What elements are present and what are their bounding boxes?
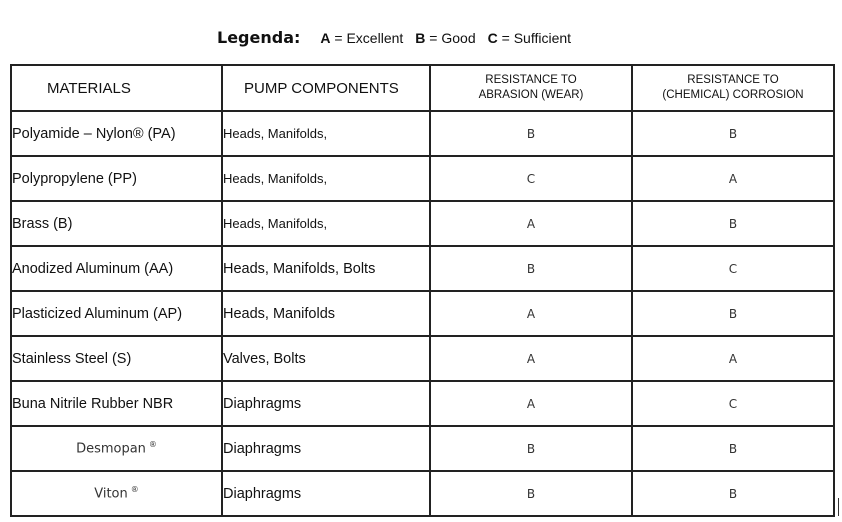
- components-cell: Valves, Bolts: [222, 336, 430, 381]
- header-pump-components: [222, 65, 430, 111]
- header-materials: [11, 65, 222, 111]
- material-cell: [11, 471, 222, 516]
- table-row: [11, 426, 834, 471]
- legend-entry-sufficient: [488, 30, 571, 46]
- abrasion-rating: B: [430, 246, 632, 291]
- legend-text: = Good: [429, 30, 476, 46]
- abrasion-rating: B: [430, 426, 632, 471]
- legend-text: = Excellent: [334, 30, 404, 46]
- components-cell: Heads, Manifolds,: [222, 201, 430, 246]
- corrosion-rating: B: [632, 471, 834, 516]
- header-corrosion-line2: (CHEMICAL) CORROSION: [662, 89, 804, 101]
- material-name: Viton: [94, 486, 128, 502]
- components-cell: Heads, Manifolds,: [222, 111, 430, 156]
- material-cell: Plasticized Aluminum (AP): [11, 291, 222, 336]
- header-abrasion-line2: ABRASION (WEAR): [478, 89, 584, 101]
- abrasion-rating: C: [430, 156, 632, 201]
- header-materials-label: MATERIALS: [47, 79, 131, 97]
- material-cell: Anodized Aluminum (AA): [11, 246, 222, 291]
- components-cell: Heads, Manifolds, Bolts: [222, 246, 430, 291]
- table-row: [11, 246, 834, 291]
- corrosion-rating: B: [632, 111, 834, 156]
- header-pump-components-label: PUMP COMPONENTS: [244, 79, 399, 97]
- legend: [217, 28, 583, 52]
- legend-code: C: [487, 30, 498, 46]
- material-cell: Stainless Steel (S): [11, 336, 222, 381]
- legend-code: A: [320, 30, 331, 46]
- material-cell: [11, 426, 222, 471]
- corrosion-rating: C: [632, 381, 834, 426]
- abrasion-rating: A: [430, 336, 632, 381]
- material-cell: Polyamide – Nylon® (PA): [11, 111, 222, 156]
- abrasion-rating: A: [430, 381, 632, 426]
- header-corrosion-line1: RESISTANCE TO: [687, 74, 779, 86]
- registered-mark: ®: [148, 440, 157, 450]
- header-abrasion-resistance: [430, 65, 632, 111]
- header-row: [11, 65, 834, 111]
- components-cell: Heads, Manifolds: [222, 291, 430, 336]
- components-cell: Diaphragms: [222, 471, 430, 516]
- corrosion-rating: B: [632, 291, 834, 336]
- material-cell: Polypropylene (PP): [11, 156, 222, 201]
- abrasion-rating: B: [430, 111, 632, 156]
- corrosion-rating: B: [632, 201, 834, 246]
- abrasion-rating: B: [430, 471, 632, 516]
- components-cell: Heads, Manifolds,: [222, 156, 430, 201]
- header-abrasion-line1: RESISTANCE TO: [485, 74, 577, 86]
- legend-text: = Sufficient: [501, 30, 572, 46]
- table-row: [11, 336, 834, 381]
- legend-entry-excellent: [320, 30, 403, 46]
- abrasion-rating: A: [430, 201, 632, 246]
- material-name: Desmopan: [76, 441, 146, 457]
- table-row: [11, 471, 834, 516]
- material-cell: Buna Nitrile Rubber NBR: [11, 381, 222, 426]
- table-row: [11, 291, 834, 336]
- table-row: [11, 381, 834, 426]
- materials-table: [10, 64, 835, 517]
- legend-title: Legenda:: [217, 28, 301, 47]
- material-cell: Brass (B): [11, 201, 222, 246]
- table-row: [11, 201, 834, 246]
- table-row: [11, 156, 834, 201]
- abrasion-rating: A: [430, 291, 632, 336]
- components-cell: Diaphragms: [222, 426, 430, 471]
- legend-code: B: [415, 30, 426, 46]
- header-corrosion-resistance: [632, 65, 834, 111]
- corrosion-rating: B: [632, 426, 834, 471]
- corrosion-rating: A: [632, 156, 834, 201]
- corrosion-rating: C: [632, 246, 834, 291]
- table-row: [11, 111, 834, 156]
- registered-mark: ®: [130, 485, 139, 495]
- legend-entry-good: [415, 30, 475, 46]
- text-cursor: [838, 498, 839, 516]
- corrosion-rating: A: [632, 336, 834, 381]
- components-cell: Diaphragms: [222, 381, 430, 426]
